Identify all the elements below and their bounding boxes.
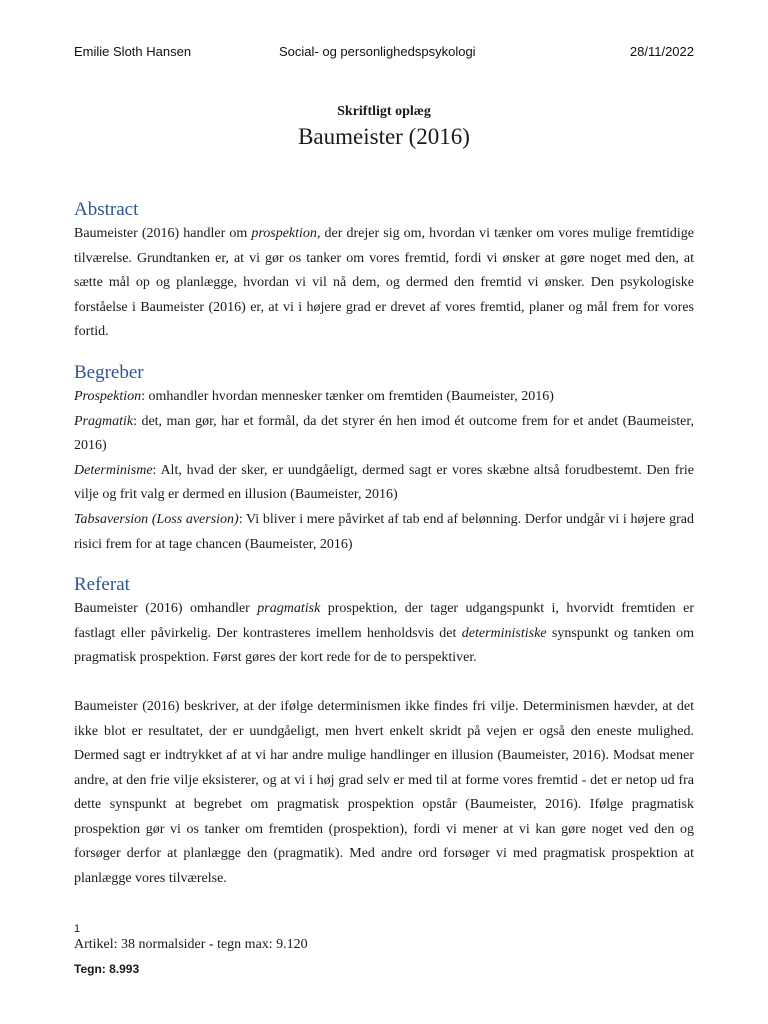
emphasis-deterministiske: deterministiske <box>461 625 547 641</box>
footnote-number: 1 <box>74 923 81 935</box>
document-subtitle: Skriftligt oplæg <box>337 104 431 119</box>
referat-paragraph-1 <box>74 597 694 671</box>
section-heading-referat: Referat <box>74 574 130 596</box>
term-name: Prospektion <box>74 388 142 404</box>
term-text: : Alt, hvad der sker, er uundgåeligt, dermed sagt er vores skæbne altså forudbestemt. Den frie vilje og frit valg er dermed en illusion (Baumeister, 2016) <box>74 462 694 503</box>
header-course: Social- og personlighedspsykologi <box>279 44 476 59</box>
term-text: : omhandler hvordan mennesker tænker om fremtiden (Baumeister, 2016) <box>141 388 554 404</box>
emphasis-prospektion: prospektion <box>251 226 317 241</box>
page-footer <box>74 922 694 976</box>
term-text: : Vi bliver i mere påvirket af tab end af belønning. Derfor undgår vi i højere grad risici frem for at tage chancen (Baumeister, 2016) <box>74 511 695 552</box>
term-definition <box>74 410 694 459</box>
term-name: Determinisme <box>74 462 153 478</box>
text-run: Baumeister (2016) handler om <box>74 226 252 241</box>
referat-paragraph-2: Baumeister (2016) beskriver, at der ifølge determinismen ikke findes fri vilje. Determinismen hævder, at det ikke blot er resultatet, der er uundgåeligt, men hvert enkelt skridt på vejen er også den eneste mulighed. Dermed sagt er indtrykket af at vi har andre mulige handlinger en illusion (Baumeister, 2016). Modsat mener andre, at den frie vilje eksisterer, og at vi i høj grad selv er med til at forme vores fremtid - det er netop ud fra dette synspunkt at begrebet om pragmatisk prospektion opstår (Baumeister, 2016). Ifølge pragmatisk prospektion gør vi os tanker om fremtiden (prospektion), fordi vi mener at vi kan gøre noget ved den og forsøger derfor at planlægge den (pragmatik). Med andre ord forsøger vi med pragmatisk prospektion at planlægge vores tilværelse. <box>74 698 694 887</box>
term-definition <box>74 508 694 557</box>
text-run: synspunkt og tanken om pragmatisk prospektion. Først gøres der kort rede for de to perspektiver. <box>74 625 694 666</box>
character-count: Tegn: 8.993 <box>74 962 140 976</box>
term-definition <box>74 459 694 508</box>
term-definition <box>74 385 694 410</box>
section-heading-begreber: Begreber <box>74 361 144 383</box>
term-text: : det, man gør, har et formål, da det styrer én hen imod ét outcome frem for et andet (Baumeister, 2016) <box>74 413 694 454</box>
document-body <box>74 198 694 892</box>
header-author: Emilie Sloth Hansen <box>74 44 192 59</box>
header-date: 28/11/2022 <box>629 44 694 59</box>
term-name: Tabsaversion (Loss aversion) <box>74 511 239 527</box>
text-run: , der drejer sig om, hvordan vi tænker om vores mulige fremtidige tilværelse. Grundtanken er, at vi gør os tanker om vores fremtid, fordi vi ønsker at gøre noget med den, at sætte mål op og planlægge, hvordan vi vil nå dem, og dermed den fremtid vi ønsker. Den psykologiske forståelse i Baumeister (2016) er, at vi i højere grad er drevet af vores fremtid, planer og mål frem for vores fortid. <box>74 226 695 340</box>
emphasis-pragmatisk: pragmatisk <box>257 601 321 617</box>
text-run: prospektion, der tager udgangspunkt i, hvorvidt fremtiden er fastlagt eller påvirkelig. Der kontrasteres imellem henholdsvis det <box>74 601 695 641</box>
abstract-paragraph <box>74 222 694 345</box>
term-name: Pragmatik <box>74 413 134 429</box>
footnote-text: Artikel: 38 normalsider - tegn max: 9.120 <box>74 937 308 952</box>
document-title: Baumeister (2016) <box>298 124 470 149</box>
section-heading-abstract: Abstract <box>74 199 139 220</box>
text-run: Baumeister (2016) omhandler <box>74 601 258 617</box>
